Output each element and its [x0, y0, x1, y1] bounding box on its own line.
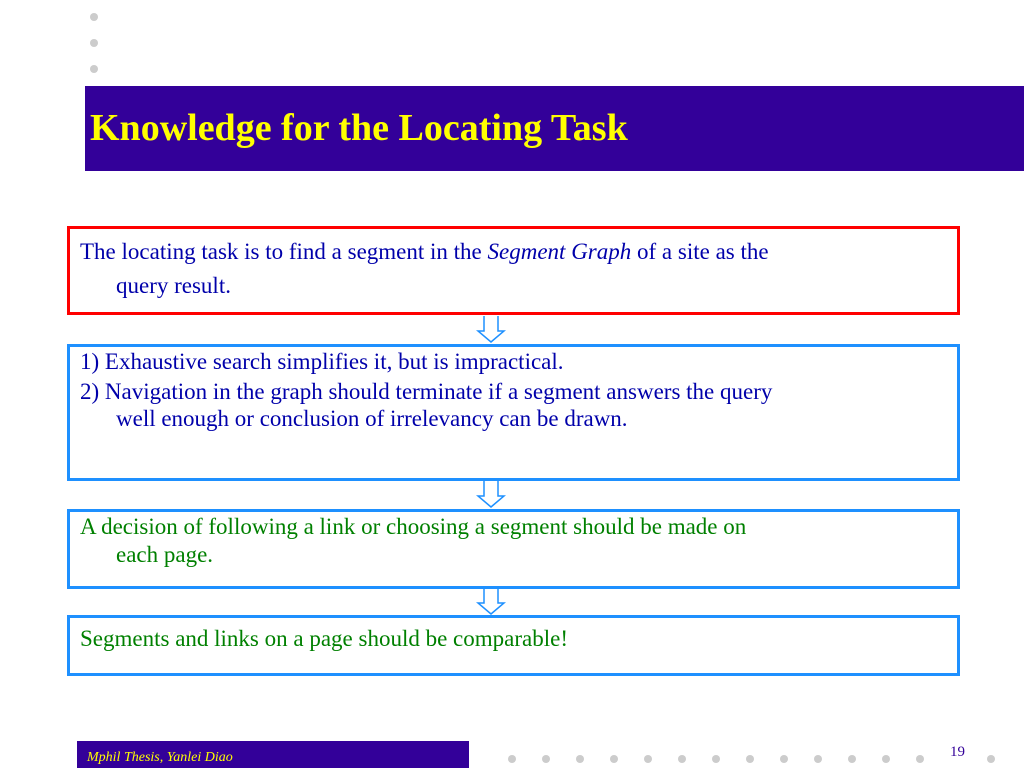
definition-line-1: [80, 237, 950, 267]
slide-title: Knowledge for the Locating Task: [90, 107, 628, 149]
footer-author: Mphil Thesis, Yanlei Diao: [87, 750, 233, 765]
down-arrow-icon: [476, 316, 506, 343]
dot: [780, 755, 788, 763]
dot: [746, 755, 754, 763]
dot: [90, 13, 98, 21]
definition-text: The locating task is to find a segment in the: [80, 239, 488, 264]
dot: [508, 755, 516, 763]
dot: [814, 755, 822, 763]
down-arrow-icon: [476, 481, 506, 508]
down-arrow-icon: [476, 588, 506, 615]
dot: [882, 755, 890, 763]
observation-item-2-cont: well enough or conclusion of irrelevancy can be drawn.: [116, 406, 628, 431]
dot: [542, 755, 550, 763]
decision-line-1: A decision of following a link or choosing a segment should be made on: [80, 514, 747, 539]
dot: [848, 755, 856, 763]
observation-item-2: 2) Navigation in the graph should terminate if a segment answers the query: [80, 379, 773, 404]
dot: [644, 755, 652, 763]
decision-line-2: each page.: [116, 542, 214, 567]
dot: [678, 755, 686, 763]
observation-item-1: 1) Exhaustive search simplifies it, but is impractical.: [80, 349, 564, 374]
dot: [610, 755, 618, 763]
dot: [916, 755, 924, 763]
definition-text-tail: of a site as the: [631, 239, 769, 264]
page-number: 19: [950, 744, 965, 760]
dot: [576, 755, 584, 763]
definition-line-2: query result.: [116, 273, 231, 298]
dot: [712, 755, 720, 763]
conclusion-line: Segments and links on a page should be comparable!: [80, 626, 568, 651]
segment-graph-term: Segment Graph: [487, 239, 632, 264]
dot: [90, 39, 98, 47]
dot: [987, 755, 995, 763]
dot: [90, 65, 98, 73]
